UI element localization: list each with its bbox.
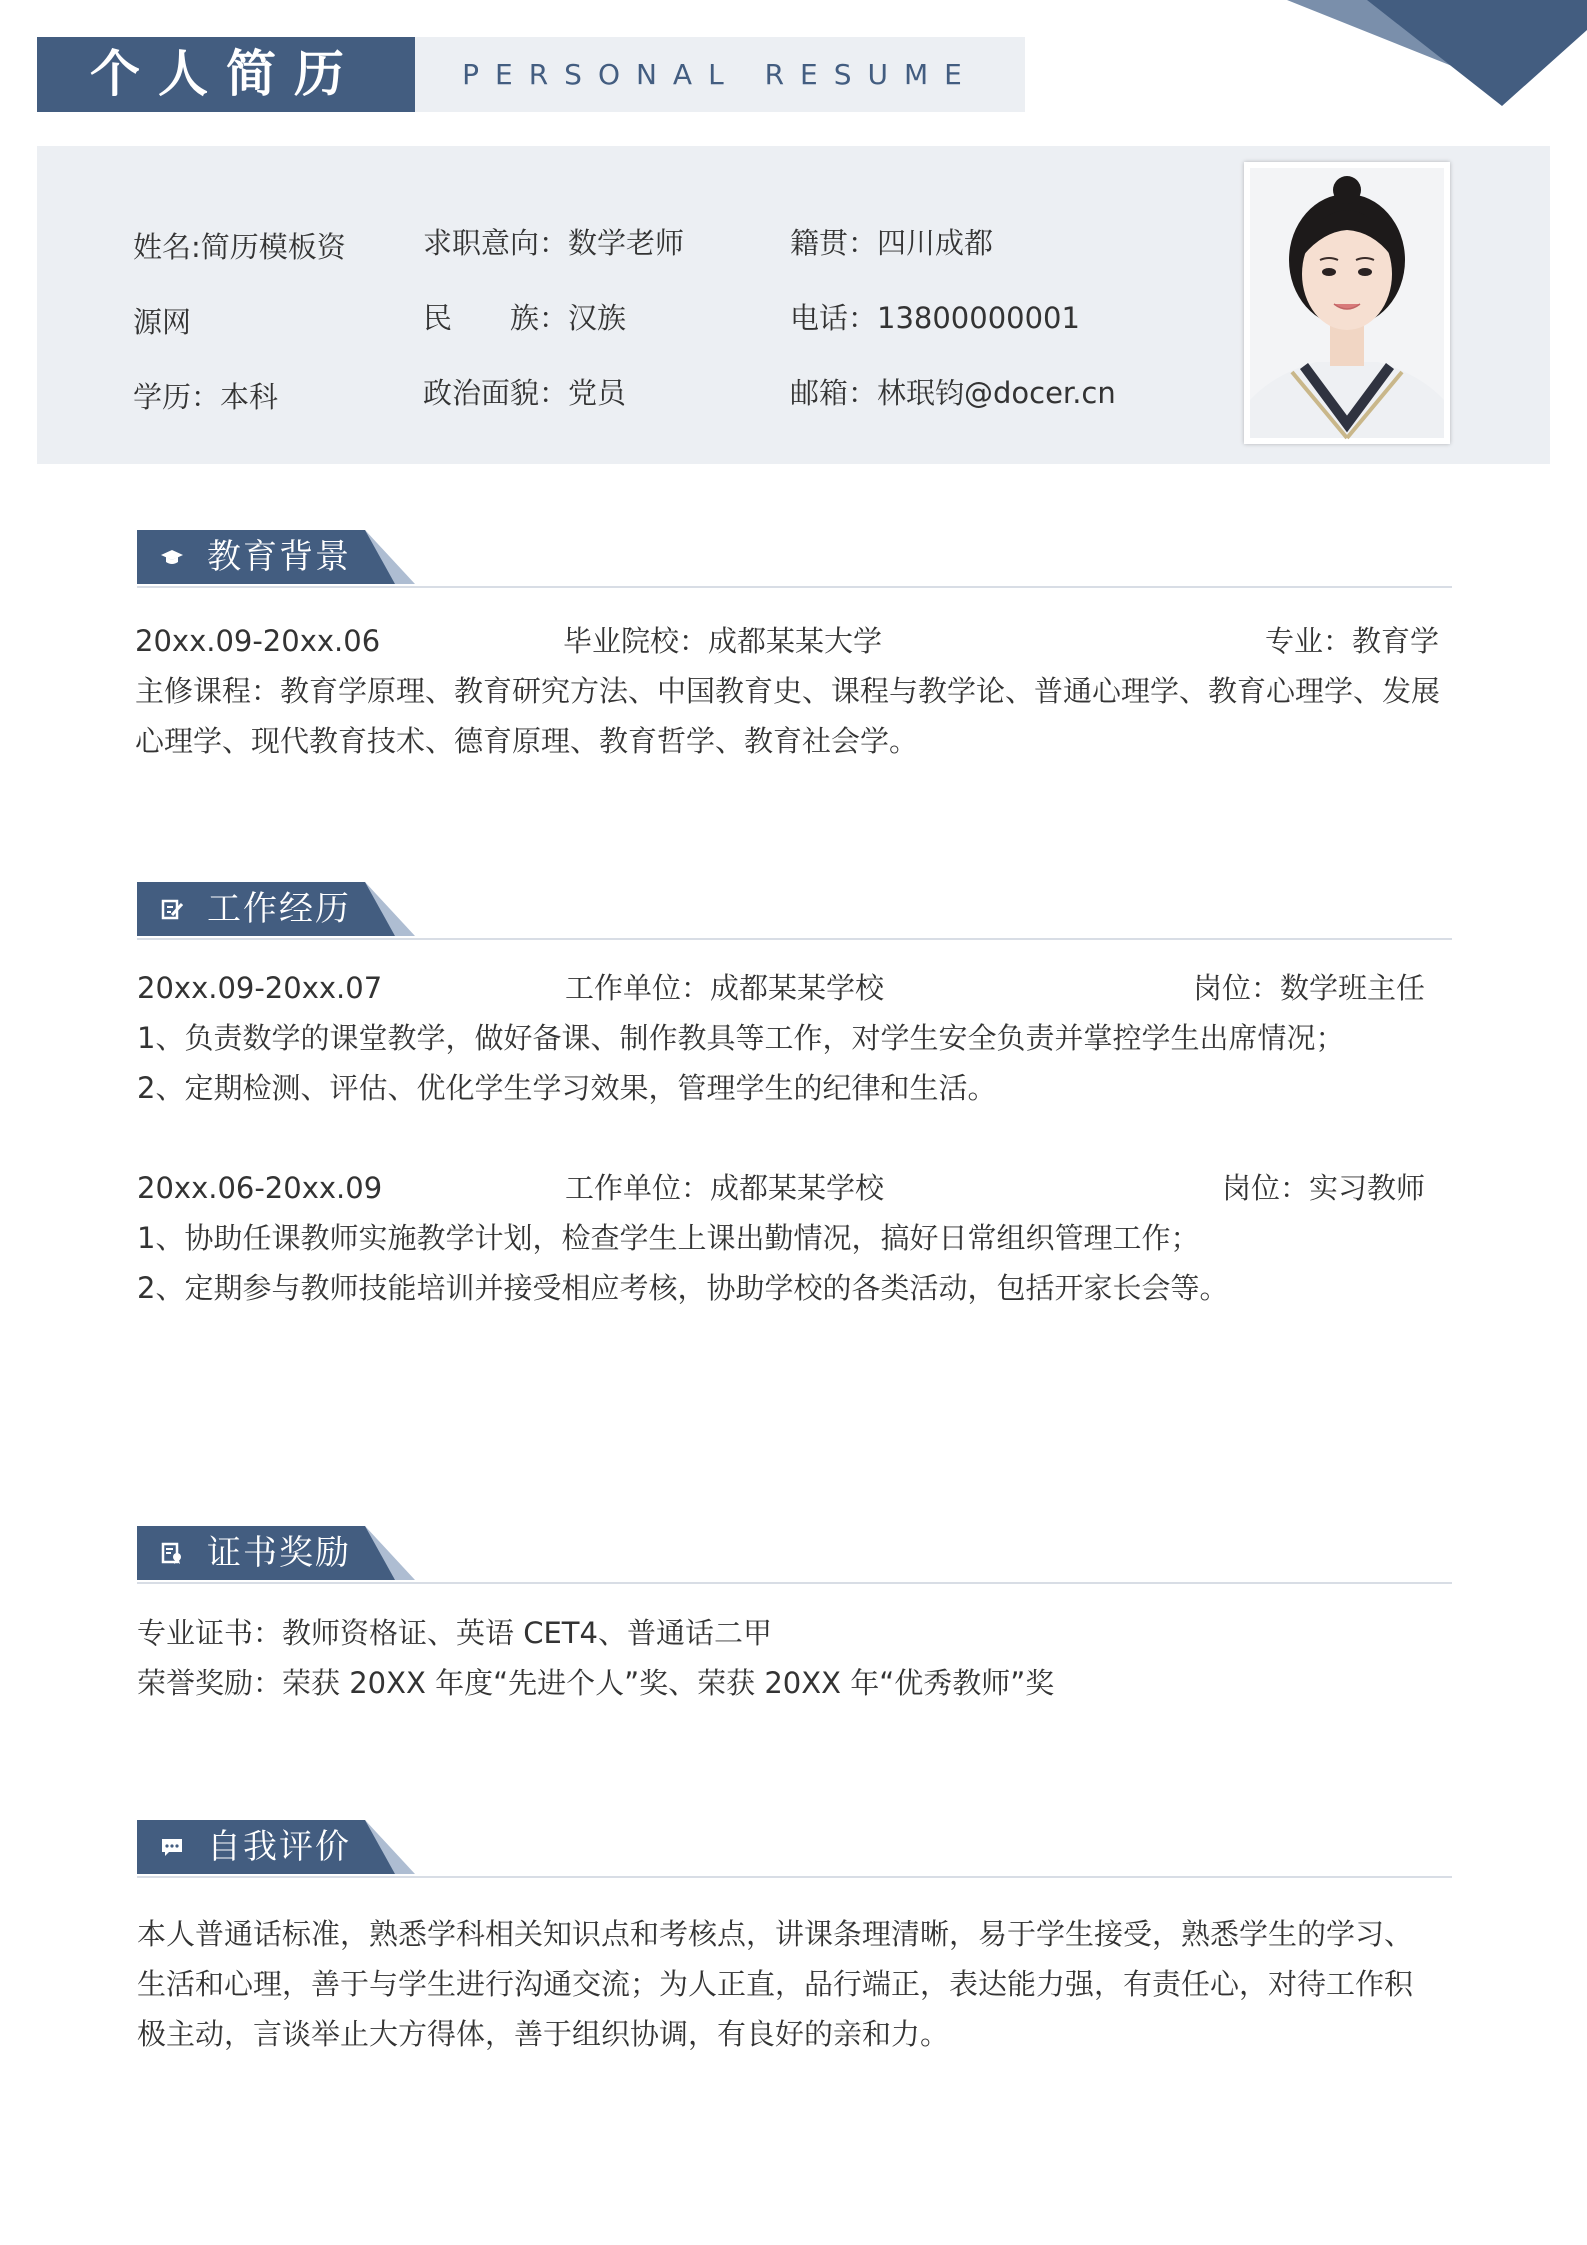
edit-note-icon: [161, 898, 183, 920]
info-education: 学历：本科: [133, 380, 279, 414]
profile-photo: [1244, 162, 1450, 444]
section-title-self: 自我评价: [207, 1827, 351, 1867]
job2-period: 20xx.06-20xx.09: [137, 1171, 383, 1205]
section-divider: [137, 586, 1452, 588]
edu-period: 20xx.09-20xx.06: [135, 624, 381, 658]
info-name: 姓名:简历模板资: [133, 230, 346, 264]
section-divider: [137, 1582, 1452, 1584]
info-ethnicity-label: 民: [423, 301, 453, 335]
edu-courses-line1: 主修课程：教育学原理、教育研究方法、中国教育史、课程与教学论、普通心理学、教育心理学、发展: [135, 674, 1441, 708]
job2-unit: 工作单位：成都某某学校: [565, 1171, 885, 1205]
self-eval-line1: 本人普通话标准，熟悉学科相关知识点和考核点，讲课条理清晰，易于学生接受，熟悉学生的学习、: [137, 1917, 1414, 1951]
section-header-education: [137, 530, 1452, 588]
section-divider: [137, 938, 1452, 940]
section-header-certs: [137, 1526, 1452, 1584]
job1-unit: 工作单位：成都某某学校: [565, 971, 885, 1005]
job2-position: 岗位：实习教师: [1222, 1171, 1426, 1205]
section-title-certs: 证书奖励: [207, 1533, 351, 1573]
resume-subtitle: PERSONAL RESUME: [415, 37, 1025, 112]
job1-position: 岗位：数学班主任: [1193, 971, 1426, 1005]
section-title-education: 教育背景: [207, 537, 351, 577]
certificate-icon: [161, 1542, 183, 1564]
section-title-work: 工作经历: [207, 889, 351, 929]
chat-bubble-icon: [161, 1836, 183, 1858]
edu-courses-line2: 心理学、现代教育技术、德育原理、教育哲学、教育社会学。: [135, 724, 919, 758]
info-email: 邮箱：林珉钧@docer.cn: [790, 376, 1116, 410]
info-phone: 电话：13800000001: [790, 301, 1080, 335]
certs-professional: 专业证书：教师资格证、英语 CET4、普通话二甲: [137, 1616, 772, 1650]
edu-school: 毕业院校：成都某某大学: [563, 624, 883, 658]
info-hometown: 籍贯：四川成都: [790, 226, 994, 260]
job2-duty2: 2、定期参与教师技能培训并接受相应考核，协助学校的各类活动，包括开家长会等。: [137, 1271, 1229, 1305]
job1-duty1: 1、负责数学的课堂教学，做好备课、制作教具等工作，对学生安全负责并掌控学生出席情况；: [137, 1021, 1345, 1055]
job2-duty1: 1、协助任课教师实施教学计划，检查学生上课出勤情况，搞好日常组织管理工作；: [137, 1221, 1200, 1255]
graduation-cap-icon: [161, 546, 183, 568]
section-divider: [137, 1876, 1452, 1878]
section-header-self: [137, 1820, 1452, 1878]
info-job-intent: 求职意向：数学老师: [423, 226, 685, 260]
self-eval-line2: 生活和心理，善于与学生进行沟通交流；为人正直，品行端正，表达能力强，有责任心，对待工作积: [137, 1967, 1414, 2001]
corner-decoration: [1287, 0, 1587, 110]
certs-honors: 荣誉奖励：荣获 20XX 年度“先进个人”奖、荣获 20XX 年“优秀教师”奖: [137, 1666, 1055, 1700]
self-eval-line3: 极主动，言谈举止大方得体，善于组织协调，有良好的亲和力。: [137, 2017, 950, 2051]
info-name-cont: 源网: [133, 305, 192, 339]
resume-title: 个人简历: [37, 37, 415, 112]
edu-major: 专业：教育学: [1265, 624, 1440, 658]
portrait-image: [1244, 162, 1450, 444]
info-politics: 政治面貌：党员: [423, 376, 627, 410]
info-ethnicity: 族：汉族: [510, 301, 627, 335]
job1-period: 20xx.09-20xx.07: [137, 971, 383, 1005]
section-header-work: [137, 882, 1452, 940]
job1-duty2: 2、定期检测、评估、优化学生学习效果，管理学生的纪律和生活。: [137, 1071, 997, 1105]
